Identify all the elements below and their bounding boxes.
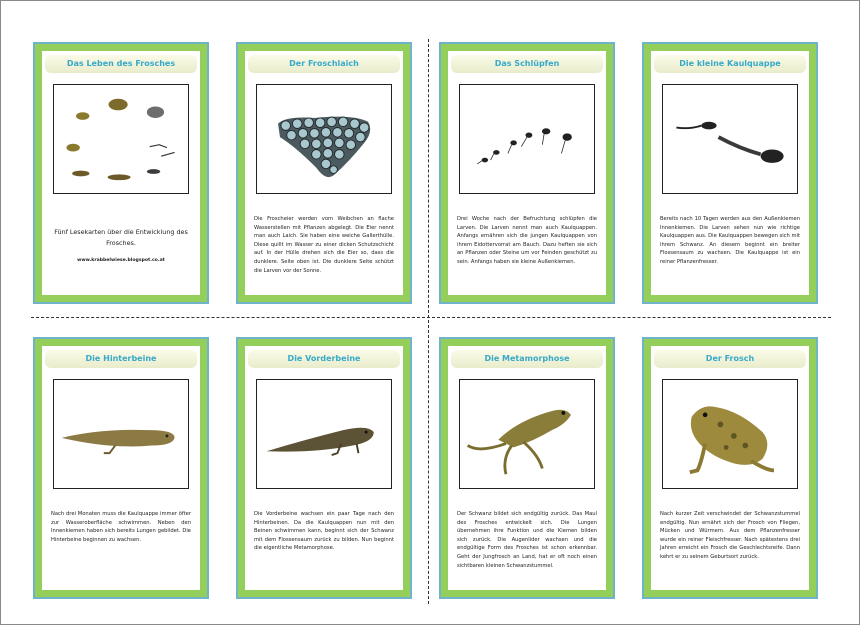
front-legs-image: [257, 380, 391, 488]
card-inner: [651, 346, 809, 590]
card-inner: [448, 346, 606, 590]
card-inner: [42, 346, 200, 590]
card-text: Bereits nach 10 Tagen werden aus den Außenkiemen Innenkiemen. Die Larven sehen nun wie richtige Kaulquappen aus. Die Kaulquappen bewegen sich mit ihrem Schwanz. An diesem beginnt ein breiter Flossensaum zu wachsen. Die Kaulquappe ist ein reiner Pflanzenfresser.: [660, 216, 800, 265]
tadpole-image: [663, 85, 797, 193]
frog-spawn-image: [257, 85, 391, 193]
card-vorderbeine: [236, 337, 412, 599]
card-title: Die Metamorphose: [451, 350, 603, 368]
frog-image: [663, 380, 797, 488]
card-frosch: [642, 337, 818, 599]
cut-line-horizontal: [31, 317, 831, 318]
hind-legs-image: [54, 380, 188, 488]
card-inner: [245, 346, 403, 590]
source-url: www.krabbelwiese.blogspot.co.at: [77, 258, 165, 263]
card-text: Die Froscheier werden vom Weibchen an flache Wasserstellen mit Pflanzen abgelegt. Die Eier nennt man auch Laich. Sie haben eine weiche Gallerthülle. Diese quillt im Wasser zu einer dicken Schutzschicht auf. In der Hülle drehen sich die Eier so, dass die dunklere. Seite oben ist. Die dunklere Seite schützt die Larven vor der Sonne.: [254, 216, 394, 274]
card-title: Die Hinterbeine: [45, 350, 197, 368]
tadpole-illustration: [662, 84, 798, 194]
front-legs-illustration: [256, 379, 392, 489]
card-text: Drei Woche nach der Befruchtung schlüpfen die Larven. Die Larven nennt man auch Kaulquappen. Anfangs ernähren sich die jungen Kaulquappen von ihrem Eidottervorrat am Bauch. Dazu heften sie sich an Pflanzen oder Steine um vor Feinden geschützt zu sein. Anfangs haben sie kleine Außenkiemen.: [457, 216, 597, 265]
hind-legs-illustration: [53, 379, 189, 489]
card-intro-text: Fünf Lesekarten über die Entwicklung des Frosches.: [54, 228, 188, 247]
card-title: Die Vorderbeine: [248, 350, 400, 368]
card-schluepfen: [439, 42, 615, 304]
hatching-image: [460, 85, 594, 193]
card-title: Der Frosch: [654, 350, 806, 368]
card-title: Die kleine Kaulquappe: [654, 55, 806, 73]
card-text: Der Schwanz bildet sich endgültig zurück. Das Maul des Frosches entwickelt sich. Die Lungen übernehmen ihre Funktion und die Kiemen bilden sich zurück. Die Augenlider wachsen und die endgültige Form des Frosches ist schon erkennbar. Geht der Jungfrosch an Land, hat er oft noch einen sichtbaren kleinen Schwanzstummel.: [457, 511, 597, 569]
card-inner: [651, 51, 809, 295]
cut-line-vertical: [428, 39, 429, 604]
metamorphosis-image: [460, 380, 594, 488]
card-title: Das Schlüpfen: [451, 55, 603, 73]
card-inner: [448, 51, 606, 295]
card-text: Nach drei Monaten muss die Kaulquappe immer öfter zur Wasseroberfläche schwimmen. Neben den Innenkiemen haben sich bereits Lungen gebildet. Die Hinterbeine beginnen zu wachsen.: [51, 511, 191, 543]
card-inner: [245, 51, 403, 295]
card-metamorphose: [439, 337, 615, 599]
lifecycle-illustration: [53, 84, 189, 194]
card-intro: [33, 42, 209, 304]
card-froschlaich: [236, 42, 412, 304]
card-kleine-kaulquappe: [642, 42, 818, 304]
frog-spawn-illustration: [256, 84, 392, 194]
card-title: Der Froschlaich: [248, 55, 400, 73]
lifecycle-image: [54, 85, 188, 193]
card-hinterbeine: [33, 337, 209, 599]
card-title: Das Leben des Frosches: [45, 55, 197, 73]
metamorphosis-illustration: [459, 379, 595, 489]
hatching-illustration: [459, 84, 595, 194]
card-inner: [42, 51, 200, 295]
card-text: Die Vorderbeine wachsen ein paar Tage nach den Hinterbeinen. Da die Kaulquappen nun mit den Beinen schwimmen kann, beginnt sich der Schwanz mit dem Flossensaum zurück zu bilden. Nun beginnt die eigentliche Metamorphose.: [254, 511, 394, 552]
card-text: Nach kurzer Zeit verschwindet der Schwanzstummel endgültig. Nun ernährt sich der Frosch von Fliegen, Mücken und Würmern. Aus dem Pflanzenfresser wurde ein reiner Fleischfresser. Nach spätestens drei Jahren erreicht ein Frosch die Geschlechtsreife. Dann kehrt er zu seinem Geburtsort zurück.: [660, 511, 800, 560]
frog-illustration: [662, 379, 798, 489]
